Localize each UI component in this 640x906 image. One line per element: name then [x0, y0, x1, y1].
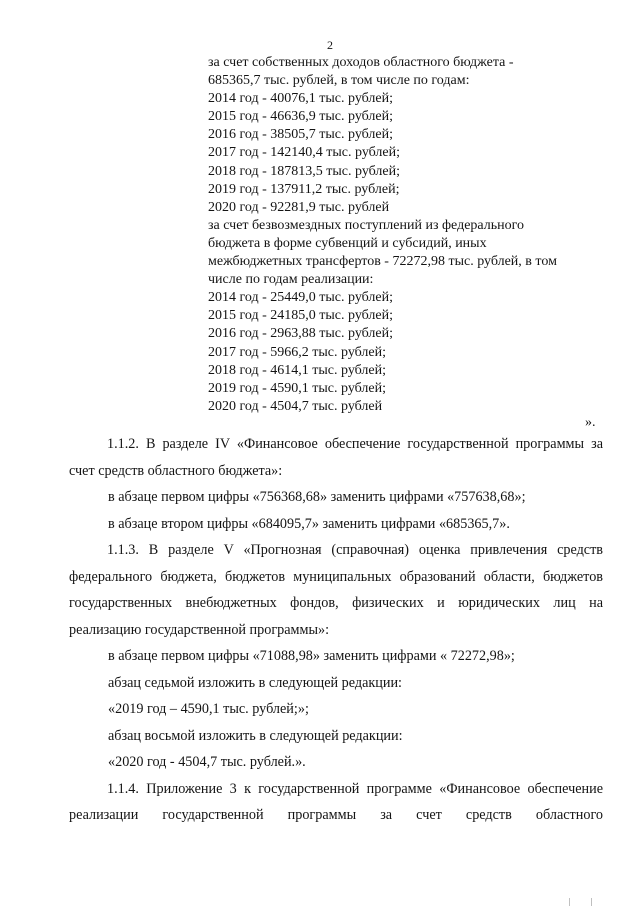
funding-line: 2014 год - 25449,0 тыс. рублей;	[208, 290, 394, 306]
funding-line: за счет собственных доходов областного бюджета -	[208, 55, 514, 70]
funding-line: числе по годам реализации:	[208, 272, 374, 288]
funding-line: 2018 год - 187813,5 тыс. рублей;	[208, 163, 401, 179]
funding-line: 2015 год - 46636,9 тыс. рублей;	[208, 109, 394, 125]
funding-line: 685365,7 тыс. рублей, в том числе по годам:	[208, 73, 470, 89]
funding-line: 2020 год - 4504,7 тыс. рублей	[208, 398, 383, 414]
funding-line: 2016 год - 2963,88 тыс. рублей;	[208, 326, 394, 342]
funding-line: 2016 год - 38505,7 тыс. рублей;	[208, 127, 394, 143]
funding-line: 2019 год - 4590,1 тыс. рублей;	[208, 380, 387, 396]
funding-line: 2015 год - 24185,0 тыс. рублей;	[208, 308, 394, 324]
paragraph-2019-line: «2019 год – 4590,1 тыс. рублей;»;	[108, 701, 309, 717]
funding-table-block	[208, 54, 557, 416]
funding-line: 2017 год - 142140,4 тыс. рублей;	[208, 145, 401, 161]
scan-marks: | |	[569, 897, 602, 906]
paragraph-amend-figures: в абзаце первом цифры «71088,98» заменить цифрами « 72272,98»;	[108, 648, 515, 664]
funding-line: бюджета в форме субвенций и субсидий, иных	[208, 235, 487, 251]
paragraph-1-1-2: 1.1.2. В разделе IV «Финансовое обеспечение государственной программы за счет средств областного бюджета»:	[69, 436, 603, 479]
page-number: 2	[327, 38, 333, 52]
paragraph-1-1-3: 1.1.3. В разделе V «Прогнозная (справочная) оценка привлечения средств федерального бюджета, бюджетов муниципальных образований области, бюджетов государственных внебюджетных фондов, физических и юридических лиц на реализацию государственной программы»:	[69, 542, 603, 638]
funding-line: за счет безвозмездных поступлений из федерального	[208, 217, 525, 233]
closing-quote: ».	[585, 415, 596, 430]
paragraph-amend-first-abzac: в абзаце первом цифры «756368,68» заменить цифрами «757638,68»;	[108, 489, 526, 505]
funding-line: 2018 год - 4614,1 тыс. рублей;	[208, 362, 387, 378]
paragraph-amend-second-abzac: в абзаце втором цифры «684095,7» заменить цифрами «685365,7».	[108, 515, 510, 532]
funding-line: 2020 год - 92281,9 тыс. рублей	[208, 199, 390, 215]
funding-line: 2019 год - 137911,2 тыс. рублей;	[208, 181, 400, 197]
funding-line: 2017 год - 5966,2 тыс. рублей;	[208, 344, 387, 360]
paragraph-eighth-abzac: абзац восьмой изложить в следующей редакции:	[108, 727, 403, 744]
funding-line: 2014 год - 40076,1 тыс. рублей;	[208, 91, 394, 107]
paragraph-1-1-4: 1.1.4. Приложение 3 к государственной программе «Финансовое обеспечение реализации государственной программы за счет средств областного	[69, 780, 603, 823]
paragraph-2020-line: «2020 год - 4504,7 тыс. рублей.».	[108, 754, 306, 770]
paragraph-seventh-abzac: абзац седьмой изложить в следующей редакции:	[108, 674, 403, 691]
amendments-body	[69, 431, 603, 829]
funding-line: межбюджетных трансфертов - 72272,98 тыс. рублей, в том	[208, 254, 557, 270]
